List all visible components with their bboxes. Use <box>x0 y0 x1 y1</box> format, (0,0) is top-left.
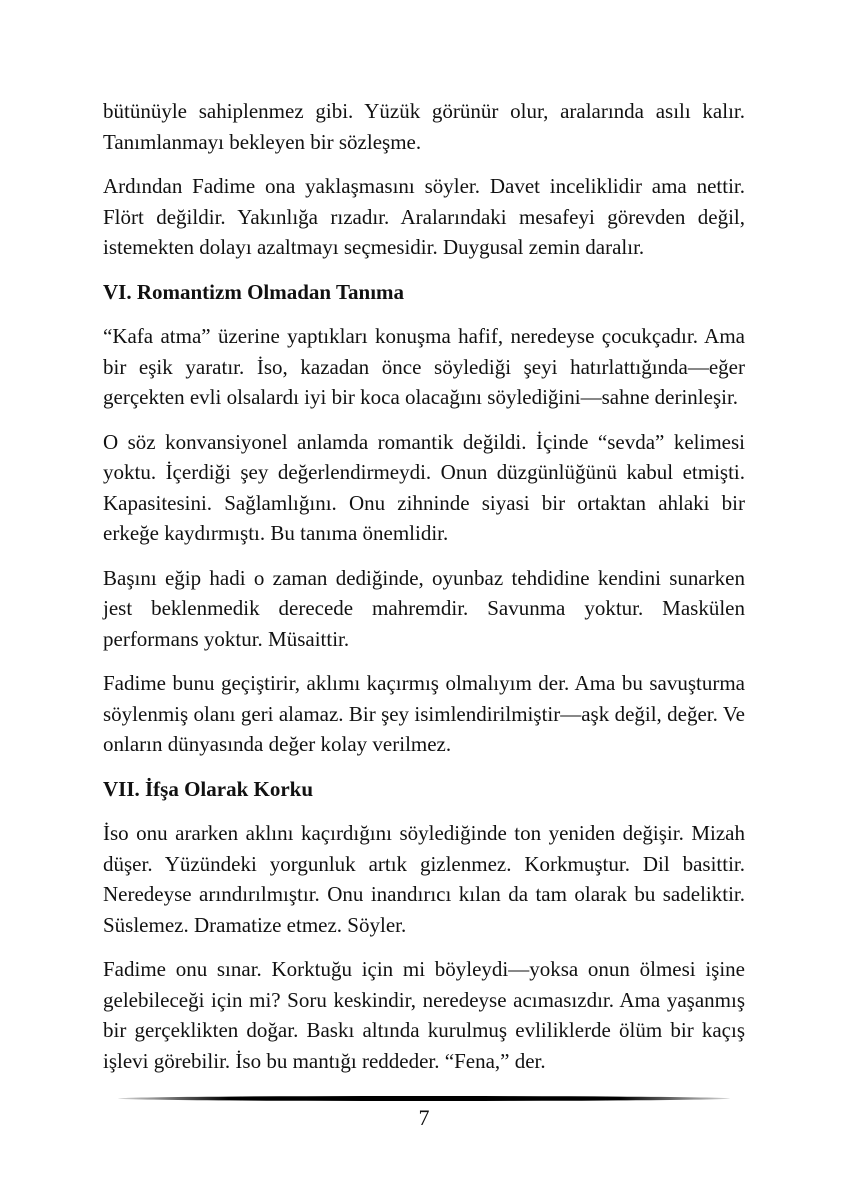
paragraph: Ardından Fadime ona yaklaşmasını söyler. Davet inceliklidir ama nettir. Flört değildir. Yakınlığa rızadır. Aralarındaki mesafeyi görevden değil, istemekten dolayı azaltmayı seçmesidir. Duygusal zemin daralır. <box>103 174 745 259</box>
section-heading: VI. Romantizm Olmadan Tanıma <box>103 279 405 304</box>
paragraph: O söz konvansiyonel anlamda romantik değildi. İçinde “sevda” kelimesi yoktu. İçerdiği şey değerlendirmeydi. Onun düzgünlüğünü kabul etmişti. Kapasitesini. Sağlamlığını. Onu zihninde siyasi bir ortaktan ahlaki bir erkeğe kaydırmıştı. Bu tanıma önemlidir. <box>103 429 745 545</box>
footer-divider <box>118 1096 730 1101</box>
paragraph: Fadime onu sınar. Korktuğu için mi böyleydi—yoksa onun ölmesi işine gelebileceği için mi? Soru keskindir, neredeyse acımasızdır. Ama yaşanmış bir gerçeklikten doğar. Baskı altında kurulmuş evliliklerde ölüm bir kaçış işlevi görebilir. İso bu mantığı reddeder. “Fena,” der. <box>103 957 745 1073</box>
page-number: 7 <box>418 1105 430 1130</box>
paragraph: Başını eğip hadi o zaman dediğinde, oyunbaz tehdidine kendini sunarken jest beklenmedik derecede mahremdir. Savunma yoktur. Maskülen performans yoktur. Müsaittir. <box>103 565 745 651</box>
paragraph: bütünüyle sahiplenmez gibi. Yüzük görünür olur, aralarında asılı kalır. Tanımlanmayı bekleyen bir sözleşme. <box>103 99 745 154</box>
section-heading: VII. İfşa Olarak Korku <box>103 776 314 801</box>
paragraph: İso onu ararken aklını kaçırdığını söylediğinde ton yeniden değişir. Mizah düşer. Yüzündeki yorgunluk artık gizlenmez. Korkmuştur. Dil basittir. Neredeyse arındırılmıştır. Onu inandırıcı kılan da tam olarak bu sadeliktir. Süslemez. Dramatize etmez. Söyler. <box>103 821 745 937</box>
page-body <box>103 96 745 1090</box>
paragraph: “Kafa atma” üzerine yaptıkları konuşma hafif, neredeyse çocukçadır. Ama bir eşik yaratır. İso, kazadan önce söylediği şeyi hatırlattığında—eğer gerçekten evli olsalardı iyi bir koca olacağını söylediğini—sahne derinleşir. <box>103 324 745 409</box>
paragraph: Fadime bunu geçiştirir, aklımı kaçırmış olmalıyım der. Ama bu savuşturma söylenmiş olanı geri alamaz. Bir şey isimlendirilmiştir—aşk değil, değer. Ve onların dünyasında değer kolay verilmez. <box>103 671 745 756</box>
